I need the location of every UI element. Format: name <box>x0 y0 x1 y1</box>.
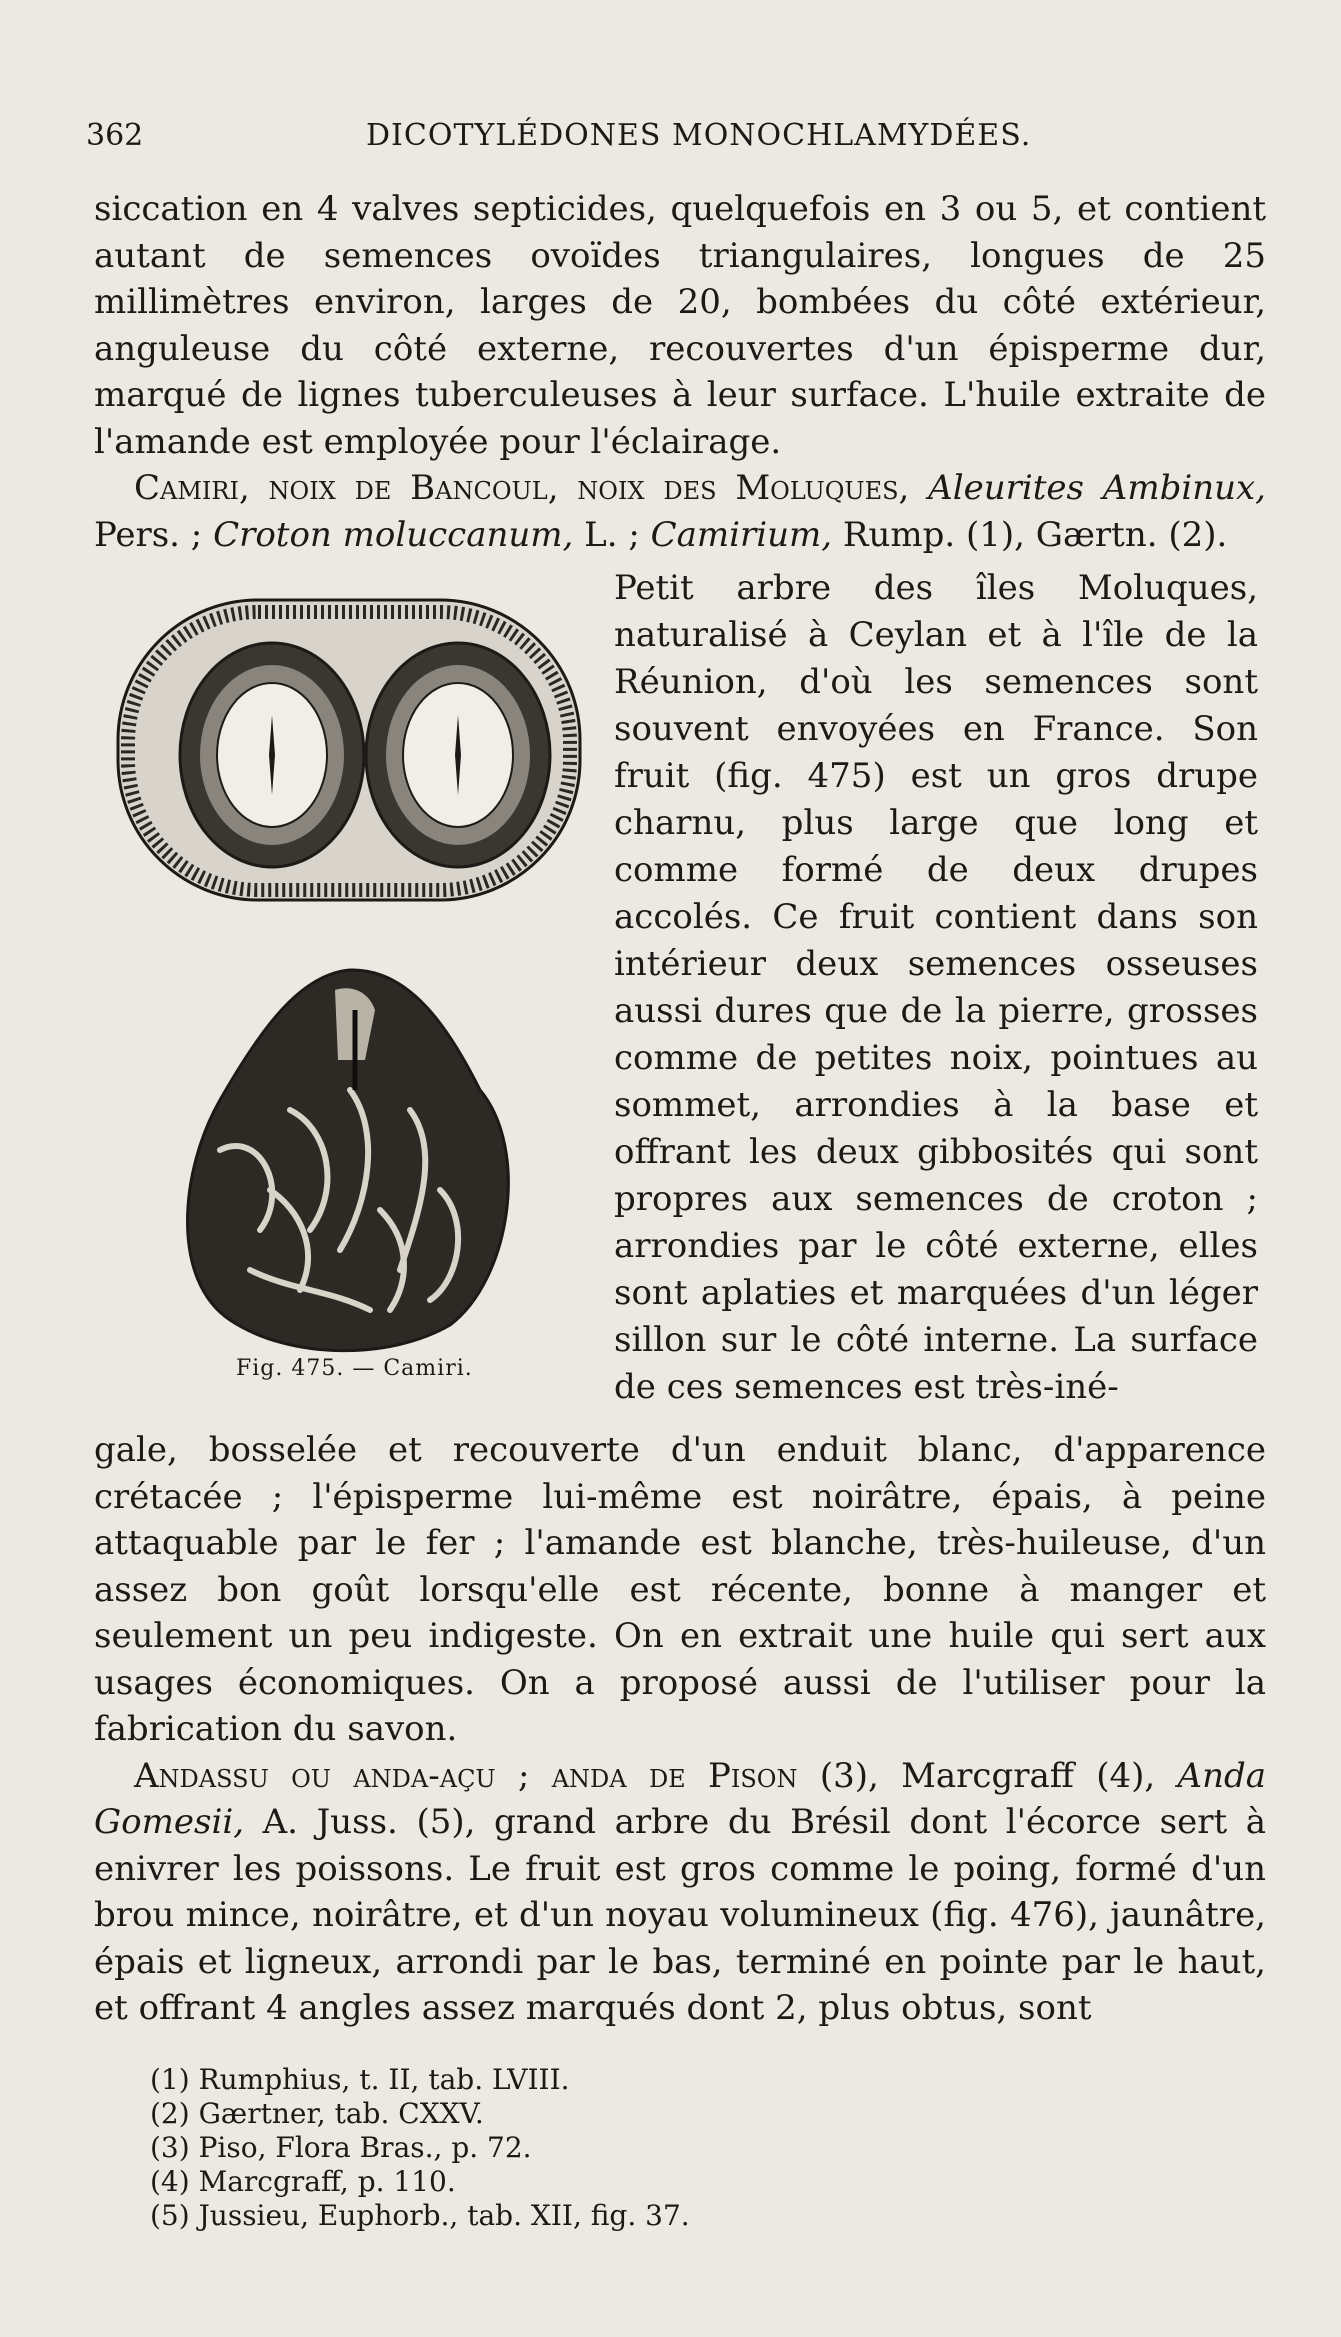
page-header <box>86 118 1266 168</box>
camiri-synonym-2: Camirium, <box>650 514 833 555</box>
footnote: (1) Rumphius, t. II, tab. LVIII. <box>150 2063 570 2096</box>
top-paragraph: siccation en 4 valves septicides, quelquefois en 3 ou 5, et contient autant de semences ovoïdes triangulaires, longues de 25 millimètres environ, larges de 20, bombées du côté extérieur, anguleuse du côté externe, recouvertes d'un épisperme dur, marqué de lignes tuberculeuses à leur surface. L'huile extraite de l'amande est employée pour l'éclairage. <box>94 189 1266 462</box>
seed-illustration <box>188 970 509 1351</box>
camiri-species: Aleurites Ambinux, <box>928 468 1266 508</box>
andassu-references: (3), Marcgraff (4), <box>819 1755 1156 1796</box>
camiri-authors-3: Rump. (1), Gærtn. (2). <box>842 514 1228 555</box>
figure-475 <box>110 590 590 1390</box>
andassu-paragraph <box>94 1753 1266 2032</box>
fruit-cross-section <box>118 600 580 900</box>
footnote: (5) Jussieu, Euphorb., tab. XII, fig. 37. <box>150 2199 690 2232</box>
lower-text-block <box>94 1427 1266 2032</box>
camiri-wrapped-text-block <box>614 565 1258 1411</box>
camiri-authors-1: Pers. ; <box>94 514 203 555</box>
camiri-authors-2: L. ; <box>584 514 640 555</box>
camiri-synonym: Croton moluccanum, <box>213 514 574 555</box>
camiri-wrapped-paragraph: Petit arbre des îles Moluques, naturalisé à Ceylan et à l'île de la Réunion, d'où les semences sont souvent envoyées en France. Son fruit (fig. 475) est un gros drupe charnu, plus large que long et comme formé de deux drupes accolés. Ce fruit contient dans son intérieur deux semences osseuses aussi dures que de la pierre, grosses comme de petites noix, pointues au sommet, arrondies à la base et offrant les deux gibbosités qui sont propres aux semences de croton ; arrondies par le côté externe, elles sont aplaties et marquées d'un léger sillon sur le côté interne. La surface de ces semences est très-iné- <box>614 568 1258 1407</box>
camiri-continued-paragraph: gale, bosselée et recouverte d'un enduit blanc, d'apparence crétacée ; l'épisperme lui-même est noirâtre, épais, à peine attaquable par le fer ; l'amande est blanche, très-huileuse, d'un assez bon goût lorsqu'elle est récente, bonne à manger et seulement un peu indigeste. On en extrait une huile qui sert aux usages économiques. On a proposé aussi de l'utiliser pour la fabrication du savon. <box>94 1430 1266 1749</box>
camiri-heading <box>94 465 1266 558</box>
camiri-fruit-illustration <box>110 590 590 1390</box>
page-number: 362 <box>86 118 144 153</box>
footnote: (3) Piso, Flora Bras., p. 72. <box>150 2131 532 2164</box>
figure-caption: Fig. 475. — Camiri. <box>236 1356 473 1381</box>
andassu-text: A. Juss. (5), grand arbre du Brésil dont l'écorce sert à enivrer les poissons. Le fruit est gros comme le poing, formé d'un brou mince, noirâtre, et d'un noyau volumineux (fig. 476), jaunâtre, épais et ligneux, arrondi par le bas, terminé en pointe par le haut, et offrant 4 angles assez marqués dont 2, plus obtus, sont <box>94 1802 1266 2028</box>
top-paragraph-block <box>94 186 1266 558</box>
andassu-species: Anda Gomesii, <box>94 1755 1267 1842</box>
andassu-heading: Andassu ou anda-açu ; anda de Pison <box>134 1755 798 1796</box>
running-title: DICOTYLÉDONES MONOCHLAMYDÉES. <box>366 118 1032 153</box>
footnote: (4) Marcgraff, p. 110. <box>150 2165 456 2198</box>
camiri-common-names: Camiri, noix de Bancoul, noix des Moluques, <box>134 468 910 508</box>
footnote: (2) Gærtner, tab. CXXV. <box>150 2097 484 2130</box>
footnotes <box>150 2063 950 2233</box>
